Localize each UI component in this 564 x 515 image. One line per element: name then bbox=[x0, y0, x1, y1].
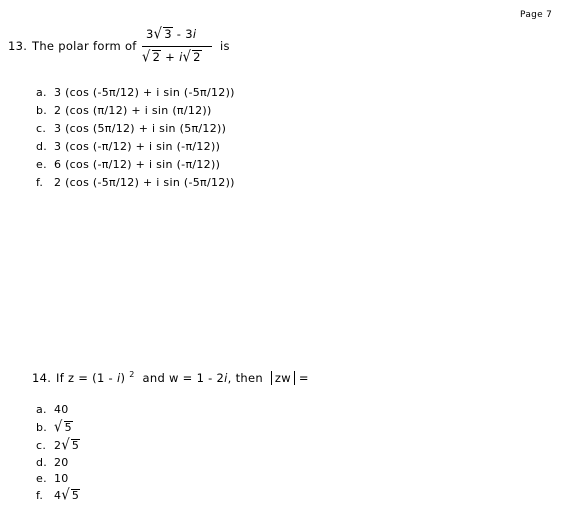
fraction-bar bbox=[142, 46, 212, 47]
question-13-number: 13. bbox=[8, 39, 28, 53]
q13-denominator: √ 2 + i√ 2 bbox=[142, 48, 201, 67]
question-13-suffix: is bbox=[220, 39, 230, 53]
option-14f[interactable]: f. 4√ 5 bbox=[36, 486, 80, 505]
option-14b[interactable]: b. √ 5 bbox=[36, 418, 72, 437]
option-13d[interactable]: d. 3 (cos (-π/12) + i sin (-π/12)) bbox=[36, 140, 221, 153]
option-13a[interactable]: a. 3 (cos (-5π/12) + i sin (-5π/12)) bbox=[36, 86, 235, 99]
option-13c[interactable]: c. 3 (cos (5π/12) + i sin (5π/12)) bbox=[36, 122, 227, 135]
question-14-stem: If z = (1 - i) $^2$ and w = 1 - 2i, then zw = bbox=[56, 370, 309, 385]
page-number: Page 7 bbox=[520, 10, 553, 20]
question-13-stem: The polar form of bbox=[32, 39, 137, 53]
option-14a[interactable]: a. 40 bbox=[36, 403, 69, 416]
option-13b[interactable]: b. 2 (cos (π/12) + i sin (π/12)) bbox=[36, 104, 212, 117]
question-14-number: 14. bbox=[32, 371, 52, 385]
option-14e[interactable]: e. 10 bbox=[36, 472, 69, 485]
option-13f[interactable]: f. 2 (cos (-5π/12) + i sin (-5π/12)) bbox=[36, 176, 235, 189]
option-13e[interactable]: e. 6 (cos (-π/12) + i sin (-π/12)) bbox=[36, 158, 221, 171]
option-14c[interactable]: c. 2√ 5 bbox=[36, 436, 80, 455]
q13-numerator: 3√ 3 - 3i bbox=[146, 25, 197, 44]
option-14d[interactable]: d. 20 bbox=[36, 456, 69, 469]
